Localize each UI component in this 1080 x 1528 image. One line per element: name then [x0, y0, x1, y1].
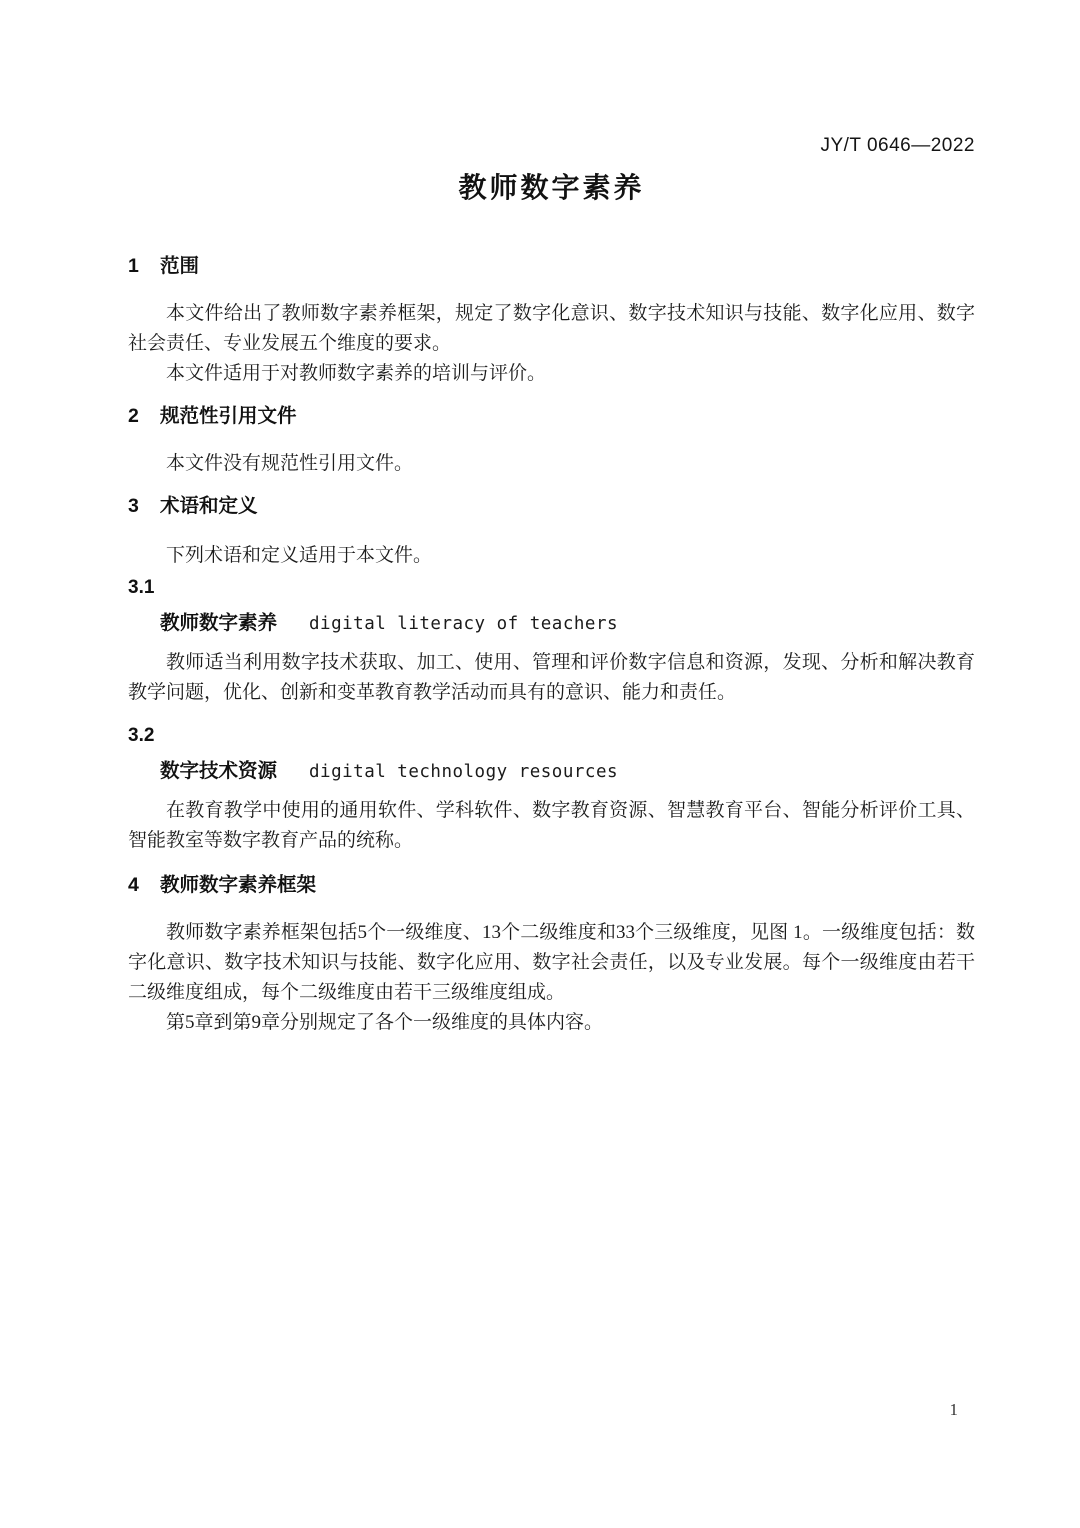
document-title: 教师数字素养 [458, 172, 645, 203]
section-3-heading [128, 493, 975, 520]
section-2-title: 规范性引用文件 [160, 405, 297, 427]
section-2-heading [128, 403, 975, 430]
section-4-title: 教师数字素养框架 [160, 874, 317, 896]
section-1-title: 范围 [160, 255, 200, 277]
paragraph: 下列术语和定义适用于本文件。 [166, 545, 433, 566]
section-3-title: 术语和定义 [160, 495, 258, 517]
paragraph: 本文件适用于对教师数字素养的培训与评价。 [166, 363, 547, 384]
term-3-1-english: digital literacy of teachers [309, 614, 619, 634]
section-3-number: 3 [128, 495, 139, 517]
paragraph: 教师数字素养框架包括5个一级维度、13个二级维度和33个三级维度，见图 1。一级维度包括：数字化意识、数字技术知识与技能、数字化应用、数字社会责任，以及专业发展。每个一级维度由若干二级维度组成，每个二级维度由若干三级维度组成。 [128, 922, 975, 1003]
term-3-2-chinese: 数字技术资源 [160, 760, 278, 782]
page-number: 1 [949, 1400, 958, 1419]
term-3-1-number: 3.1 [128, 577, 155, 598]
term-3-2-number: 3.2 [128, 725, 155, 746]
term-3-1-line [128, 611, 975, 637]
paragraph: 本文件没有规范性引用文件。 [166, 453, 414, 474]
section-1-number: 1 [128, 255, 139, 277]
paragraph: 本文件给出了教师数字素养框架，规定了数字化意识、数字技术知识与技能、数字化应用、数字社会责任、专业发展五个维度的要求。 [128, 303, 975, 354]
term-3-2-line [128, 759, 975, 785]
term-3-2-definition: 在教育教学中使用的通用软件、学科软件、数字教育资源、智慧教育平台、智能分析评价工具、智能教室等数字教育产品的统称。 [128, 800, 975, 851]
section-2-number: 2 [128, 405, 139, 427]
section-1-heading [128, 253, 975, 280]
term-3-2-english: digital technology resources [309, 762, 619, 782]
doc-code: JY/T 0646—2022 [820, 135, 975, 156]
section-4-number: 4 [128, 874, 139, 896]
section-1-body [128, 299, 975, 389]
section-4-heading [128, 872, 975, 899]
page-content [0, 135, 1080, 1038]
section-4-body [128, 918, 975, 1038]
term-3-1-definition: 教师适当利用数字技术获取、加工、使用、管理和评价数字信息和资源，发现、分析和解决教育教学问题，优化、创新和变革教育教学活动而具有的意识、能力和责任。 [128, 652, 975, 703]
term-3-1-chinese: 教师数字素养 [160, 612, 278, 634]
paragraph: 第5章到第9章分别规定了各个一级维度的具体内容。 [166, 1012, 604, 1033]
